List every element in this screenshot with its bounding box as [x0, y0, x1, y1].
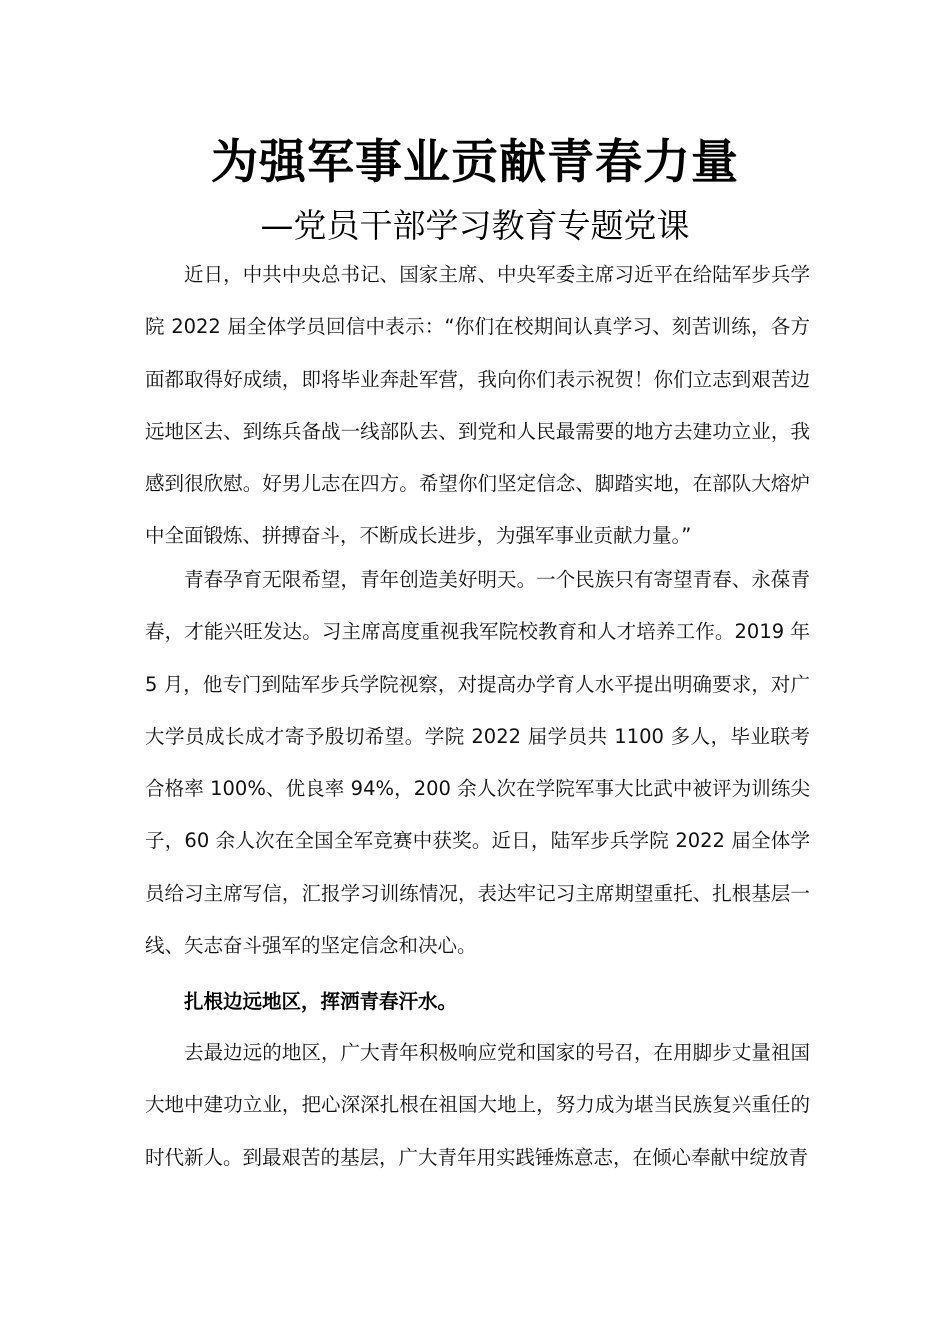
document-title: 为强军事业贡献青春力量 — [211, 135, 739, 190]
section-heading: 扎根边远地区，挥洒青春汗水。 — [184, 990, 458, 1013]
paragraph-3: 去最边远的地区，广大青年积极响应党和国家的号召，在用脚步丈量祖国大地中建功立业，把心深深扎根在祖国大地上，努力成为堪当民族复兴重任的时代新人。到最艰苦的基层，广大青年用实践锤炼意志，在倾心奉献中绽放青 — [145, 1041, 810, 1169]
paragraph-1: 近日，中共中央总书记、国家主席、中央军委主席习近平在给陆军步兵学院 2022 届全体学员回信中表示：“你们在校期间认真学习、刻苦训练，各方面都取得好成绩，即将毕业奔赴军营，我向你们表示祝贺！你们立志到艰苦边远地区去、到练兵备战一线部队去、到党和人民最需要的地方去建功立业，我感到很欣慰。好男儿志在四方。希望你们坚定信念、脚踏实地，在部队大熔炉中全面锻炼、拼搏奋斗，不断成长进步，为强军事业贡献力量。” — [145, 263, 810, 548]
document-subtitle: —党员干部学习教育专题党课 — [260, 206, 690, 245]
paragraph-2: 青春孕育无限希望，青年创造美好明天。一个民族只有寄望青春、永葆青春，才能兴旺发达。习主席高度重视我军院校教育和人才培养工作。2019 年 5 月，他专门到陆军步兵学院视察，对提高办学育人水平提出明确要求，对广大学员成长成才寄予殷切希望。学院 2022 届学员共 1100 多人，毕业联考合格率 100%、优良率 94%，200 余人次在学院军事大比武中被评为训练尖子，60 余人次在全国全军竞赛中获奖。近日，陆军步兵学院 2022 届全体学员给习主席写信，汇报学习训练情况，表达牢记习主席期望重托、扎根基层一线、矢志奋斗强军的坚定信念和决心。 — [145, 568, 810, 958]
